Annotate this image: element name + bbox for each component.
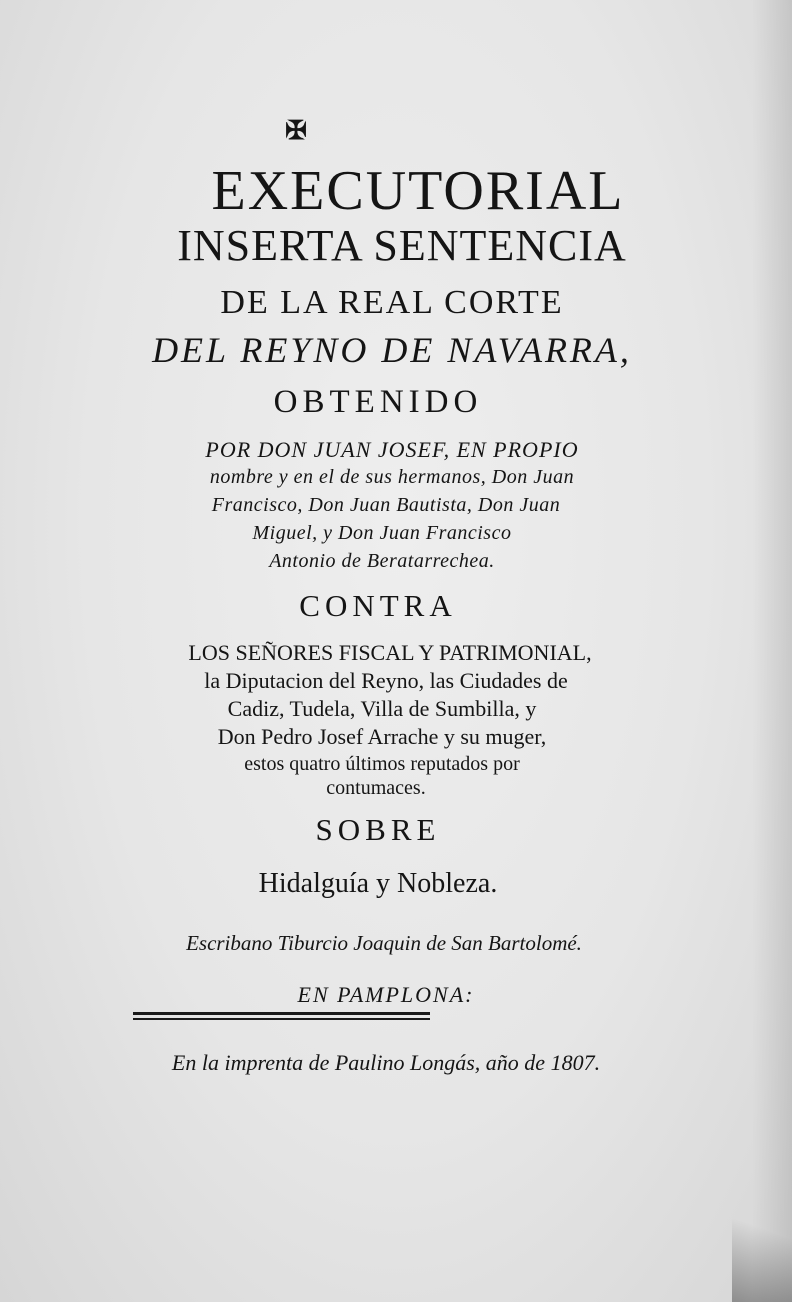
title-real-corte: DE LA REAL CORTE — [220, 284, 564, 321]
divider-rule-thin — [133, 1018, 430, 1020]
sobre-heading: SOBRE — [315, 812, 441, 847]
contra-heading: CONTRA — [299, 588, 457, 623]
defendant-line-6: contumaces. — [326, 777, 426, 799]
subject-line: Hidalguía y Nobleza. — [258, 868, 498, 899]
title-inserta-sentencia: INSERTA SENTENCIA — [177, 221, 627, 270]
plaintiff-line-3: Francisco, Don Juan Bautista, Don Juan — [211, 494, 561, 516]
plaintiff-line-1: POR DON JUAN JOSEF, EN PROPIO — [205, 437, 579, 462]
title-obtenido: OBTENIDO — [273, 384, 483, 420]
plaintiff-line-2: nombre y en el de sus hermanos, Don Juan — [209, 466, 575, 488]
title-reyno-navarra: DEL REYNO DE NAVARRA, — [152, 330, 632, 370]
defendant-line-2: la Diputacion del Reyno, las Ciudades de — [204, 668, 568, 693]
page-corner-curl — [732, 1182, 792, 1302]
defendant-line-1: LOS SEÑORES FISCAL Y PATRIMONIAL, — [188, 640, 592, 665]
escribano-line: Escribano Tiburcio Joaquin de San Bartolomé. — [186, 931, 582, 955]
title-executorial: EXECUTORIAL — [211, 160, 625, 222]
place-line: EN PAMPLONA: — [297, 982, 475, 1007]
defendant-line-3: Cadiz, Tudela, Villa de Sumbilla, y — [227, 696, 537, 721]
imprint-line: En la imprenta de Paulino Longás, año de 1807. — [171, 1050, 601, 1075]
plaintiff-line-4: Miguel, y Don Juan Francisco — [252, 522, 512, 544]
divider-rule — [133, 1012, 430, 1015]
plaintiff-line-5: Antonio de Beratarrechea. — [269, 550, 495, 572]
cross-ornament-icon: ✠ — [285, 116, 307, 145]
defendant-line-5: estos quatro últimos reputados por — [244, 753, 520, 775]
defendant-line-4: Don Pedro Josef Arrache y su muger, — [217, 724, 547, 749]
